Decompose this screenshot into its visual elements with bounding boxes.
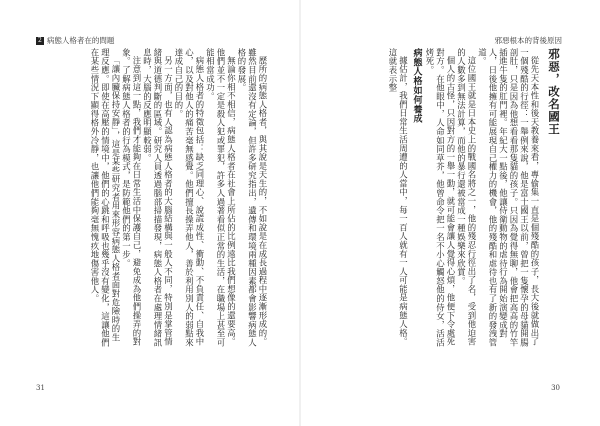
- running-head-right: 邪惡根本的背後原因: [494, 36, 562, 45]
- running-head-left: [36, 36, 114, 45]
- right-paragraph-3: 個人的古怪，只因對方的一舉一動，就可能會讓人覺得心煩，他便下令處死對方。在他眼中，人命如同草芥，他曾命令把一名不小心觸怒他的侍女，活活烤死。: [425, 48, 456, 347]
- left-paragraph-2: 無論你相不相信，病態人格者在社會上所佔的比例遠比我們想像的還要高。他們並不一定是殺人犯或罪犯，許多人過著看似正常的生活，在職場上甚至可能相當成功。: [205, 48, 237, 347]
- running-head-left-text: 病態人格者在的問題: [46, 36, 115, 45]
- page-number-right: 30: [551, 384, 560, 392]
- left-paragraph-5: 注意到這一點，我們才能夠在日常生活中保護自己，避免成為他們操弄的對象。了解病態人格者的行為模式，是防範他們的第一步。: [121, 48, 142, 347]
- chapter-number-badge: 2: [38, 37, 42, 44]
- right-paragraph-closing: 據估計，我們日常生活周遭的人當中，每一百人就有一人可能是病態人格。這就表示整: [388, 48, 409, 347]
- right-page-body: [334, 48, 564, 348]
- section-heading: 邪惡，改名國王: [547, 48, 561, 136]
- right-page: [300, 0, 600, 426]
- page-number-left: 31: [36, 384, 45, 392]
- subsection-heading: 病態人格如何養成: [411, 48, 422, 124]
- right-paragraph-2: 這位國王就是日本史上的戰國名將之一，他的殘忍行徑出了名，受到他迫害的人數多到無法計算，而他的暴行還被當成一種娛樂來欣賞。: [456, 48, 477, 347]
- left-paragraph-1: 歷所的病態人格者，與其說是天生的，不如說是在成長過程中逐漸形成的。雖然目前還沒有定論，但許多研究指出，遺傳和環境兩種因素都會影響病態人格的發展。: [237, 48, 268, 347]
- left-paragraph-4: 另一方面，也有人認為病態人格者的大腦結構與一般人不同，特別是掌管情緒與道德判斷的區域。研究人員透過腦部掃描發現，病態人格者在處理情緒訊息時，大腦的反應明顯較弱。: [142, 48, 174, 347]
- right-paragraph-1: 從先天本性和後天教養來看，專偷集一直是個殘酷的孩子，長大後就做出了一個殘酷的行徑：一舉例來說，他是富士國王以前，曾把一隻懷孕的母貓開腸剖肚，只是因為他想看看那隻貓的孩子。只因為覺得無聊，他會把高高的竹竿插進牛隻的肛門裡。年紀大一點後，他讓侍衛動物的虐待行為開始演變成對人，日後他擁有可能展現自己權力的機會，他的殘酷和虐待也有了新的發洩管道。: [477, 48, 540, 347]
- left-page-body: [36, 48, 268, 348]
- left-paragraph-6: 「讓內臟保持安靜」，這是某些研究者用來形容病態人格者面對危險時的生理反應。即使在高壓的情境中，他們的心跳和呼吸也幾乎沒有變化，這讓他們在某些情況下顯得格外冷靜，也讓他們能夠毫無愧疚地傷害他人。: [90, 48, 121, 347]
- left-paragraph-3: 病態人格者的特徵包括：缺乏同理心、說謊成性、衝動、不負責任、自我中心，以及對他人的痛苦毫無感覺。他們擅長操弄他人，善於利用別人的弱點來達成自己的目的。: [174, 48, 205, 347]
